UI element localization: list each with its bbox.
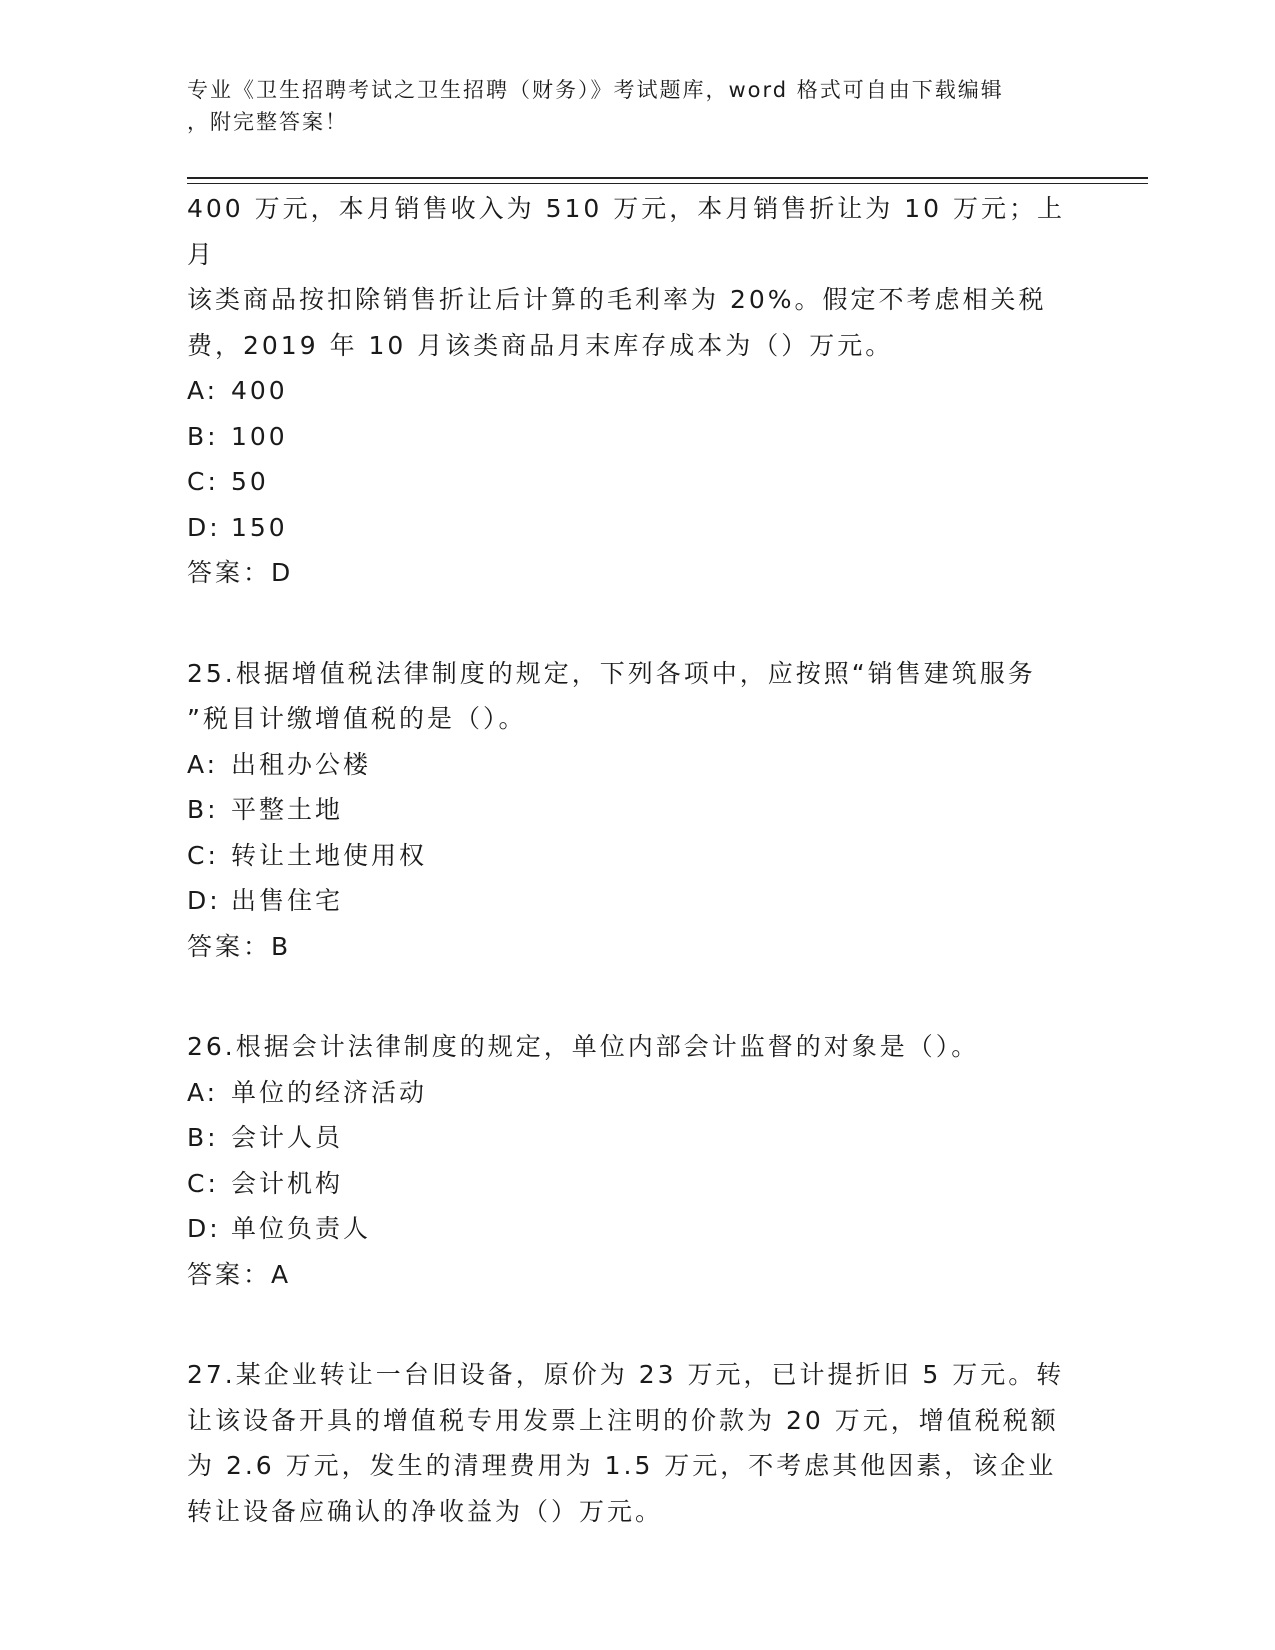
- option-d: [187, 1206, 1067, 1252]
- answer-line: 答案：B: [187, 931, 292, 961]
- question-list: [187, 186, 1067, 1534]
- question-26: [187, 1024, 1067, 1297]
- option-key: C:: [187, 467, 219, 496]
- option-a: [187, 742, 1067, 788]
- question-text-line: 为 2.6 万元，发生的清理费用为 1.5 万元，不考虑其他因素，该企业: [187, 1451, 1057, 1480]
- option-d: [187, 878, 1067, 924]
- option-text: 单位的经济活动: [231, 1077, 428, 1107]
- option-text: 会计人员: [231, 1123, 344, 1152]
- option-key: C:: [187, 1168, 219, 1198]
- question-text-line: 让该设备开具的增值税专用发票上注明的价款为 20 万元，增值税税额: [187, 1405, 1059, 1435]
- question-25: [187, 651, 1067, 970]
- question-text-line: 400 万元，本月销售收入为 510 万元，本月销售折让为 10 万元；上月: [187, 194, 1065, 269]
- option-c: [187, 1161, 1067, 1207]
- option-text: 400: [231, 376, 288, 405]
- question-27: [187, 1352, 1067, 1534]
- option-key: D:: [187, 1214, 221, 1243]
- question-text-line: 转让设备应确认的净收益为（）万元。: [187, 1496, 664, 1526]
- option-key: D:: [187, 512, 221, 542]
- option-text: 150: [231, 512, 288, 542]
- header-line-1: 专业《卫生招聘考试之卫生招聘（财务）》考试题库，word 格式可自由下载编辑: [187, 78, 1004, 102]
- answer-line: 答案：A: [187, 1259, 292, 1289]
- option-b: [187, 1115, 1067, 1161]
- header-divider-thin: [187, 183, 1148, 184]
- question-text-line: 费，2019 年 10 月该类商品月末库存成本为（）万元。: [187, 330, 894, 360]
- question-text-line: ”税目计缴增值税的是（）。: [187, 704, 527, 733]
- option-text: 会计机构: [231, 1168, 344, 1198]
- spacer: [187, 969, 1067, 1024]
- spacer: [187, 596, 1067, 651]
- option-key: C:: [187, 840, 219, 870]
- question-26-text: [187, 1024, 1067, 1070]
- option-key: A:: [187, 376, 219, 405]
- option-key: A:: [187, 1077, 219, 1107]
- question-text-line: 27.某企业转让一台旧设备，原价为 23 万元，已计提折旧 5 万元。转: [187, 1360, 1065, 1389]
- question-25-text: [187, 651, 1067, 742]
- header-divider-thick: [187, 177, 1148, 179]
- question-text-line: 该类商品按扣除销售折让后计算的毛利率为 20%。假定不考虑相关税: [187, 285, 1047, 314]
- document-header: [187, 74, 1067, 138]
- option-b: [187, 414, 1067, 460]
- header-line-2: ，附完整答案！: [187, 110, 348, 134]
- option-key: D:: [187, 886, 221, 915]
- option-a: [187, 1070, 1067, 1116]
- question-27-text: [187, 1352, 1067, 1534]
- option-c: [187, 459, 1067, 505]
- question-24-text: [187, 186, 1067, 368]
- option-key: B:: [187, 795, 219, 824]
- question-text-line: 26.根据会计法律制度的规定，单位内部会计监督的对象是（）。: [187, 1032, 980, 1061]
- option-text: 100: [231, 421, 288, 451]
- answer-line: 答案：D: [187, 558, 294, 587]
- question-24: [187, 186, 1067, 596]
- option-text: 平整土地: [231, 795, 344, 824]
- option-key: B:: [187, 1123, 219, 1152]
- option-text: 出租办公楼: [231, 749, 372, 779]
- option-text: 单位负责人: [231, 1214, 372, 1243]
- spacer: [187, 1297, 1067, 1352]
- option-text: 转让土地使用权: [231, 840, 428, 870]
- question-text-line: 25.根据增值税法律制度的规定，下列各项中，应按照“销售建筑服务: [187, 658, 1036, 688]
- option-b: [187, 787, 1067, 833]
- option-c: [187, 833, 1067, 879]
- option-a: [187, 368, 1067, 414]
- option-text: 出售住宅: [231, 886, 344, 915]
- option-key: A:: [187, 749, 219, 779]
- option-d: [187, 505, 1067, 551]
- option-key: B:: [187, 421, 219, 451]
- option-text: 50: [231, 467, 269, 496]
